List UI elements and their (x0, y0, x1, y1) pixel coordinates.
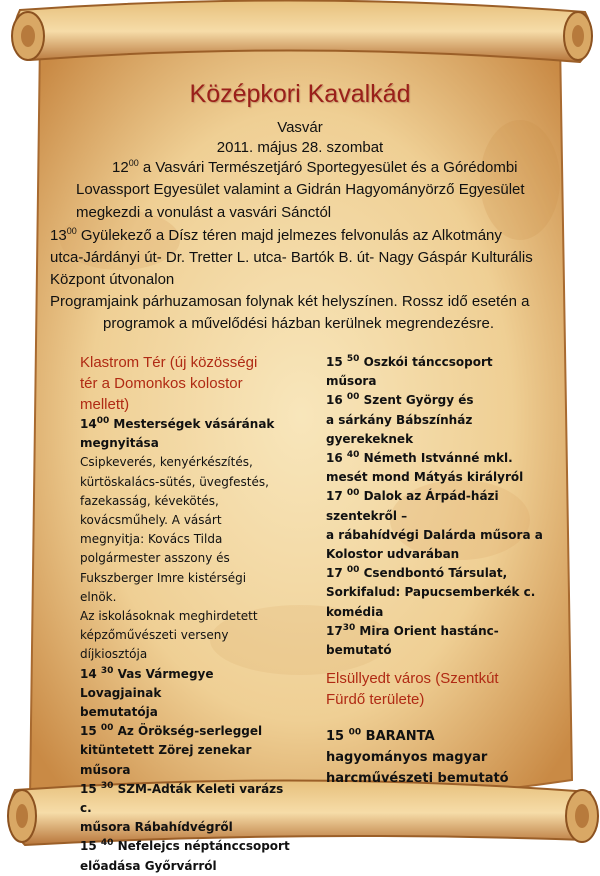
event-1430: 14 $^{30}$ Vas Vármegye Lovagjainak bemutatója (80, 665, 214, 720)
event-1640: 16 $^{40}$ Németh Istvánné mkl. mesét mond Mátyás királyról (326, 450, 524, 485)
left-venue-heading: Klastrom Tér (új közösségi tér a Domonkos kolostor mellett) (80, 354, 258, 413)
intro-p2-line3: Központ útvonalon (50, 271, 175, 288)
event-1400-description: Csipkeverés, kenyérkészítés, kürtöskalács-sütés, üvegfestés, fazekasság, kévekötés, kovácsműhely. A vásárt megnyitja: Kovács Tilda polgármester asszony és Fukszberger Imre kistérségi elnök. Az iskolásoknak meghirdetett képzőművészeti verseny díjkiosztója (80, 455, 269, 662)
intro-p2-line1: $13^{00}$ Gyülekező a Dísz téren majd jelmezes felvonulás az Alkotmány (50, 226, 502, 244)
intro-p3-line1: Programjaink párhuzamosan folynak két helyszínen. Rossz idő esetén a (50, 293, 530, 310)
event-1600: 16 $^{00}$ Szent György és a sárkány Bábszínház gyerekeknek (326, 392, 474, 446)
left-column-program: Klastrom Tér (új közösségi tér a Domonkos kolostor mellett) $14^{00}$ Mesterségek vásárának megnyitása Csipkeverés, kenyérkészítés, kürtöskalács-sütés, üvegfestés, fazekasság, kévekötés, kovácsműhely. A vásárt megnyitja: Kovács Tilda polgármester asszony és Fukszberger Imre kistérségi elnök. Az iskolásoknak meghirdetett képzőművészeti verseny díjkiosztója 14 $^{30}$ Vas Vármegye Lovagjainak bemutatója 15 $^{00}$ Az Örökség-serleggel kitüntetett Zörej zenekar műsora 15 $^{30}$ SZM-Adták Keleti varázs c. műsora Rábahídvégről 15 $^{40}$ Nefelejcs néptánccsoport előadása Győrvárról (80, 352, 295, 876)
event-1530: 15 $^{30}$ SZM-Adták Keleti varázs c. műsora Rábahídvégről (80, 780, 284, 835)
event-1700-csendbonto: 17 $^{00}$ Csendbontó Társulat, Sorkifalud: Papucsemberkék c. komédia (326, 565, 536, 619)
intro-p1-line3: megkezdi a vonulást a vasvári Sánctól (76, 204, 332, 221)
event-1400: $14^{00}$ Mesterségek vásárának (80, 416, 275, 431)
event-1540: 15 $^{40}$ Nefelejcs néptánccsoport előadása Győrvárról (80, 838, 290, 873)
event-1730: $17^{30}$ Mira Orient hastánc- bemutató (326, 622, 499, 658)
right-venue-heading: Elsüllyedt város (Szentkút Fürdő területe) (326, 670, 499, 709)
event-1550: 15 $^{50}$ Oszkói tánccsoport műsora (326, 354, 493, 389)
right-column-program (326, 353, 556, 789)
location-line: Vasvár (277, 119, 323, 136)
intro-p3-line2: programok a művelődési házban kerülnek megrendezésre. (103, 315, 495, 332)
page-title: Középkori Kavalkád (189, 80, 411, 108)
intro-p2-line2: utca-Járdányi út- Dr. Tretter L. utca- Bartók B. út- Nagy Gáspár Kulturális (50, 249, 533, 266)
event-1700-dalok: 17 $^{00}$ Dalok az Árpád-házi szentekről – a rábahídvégi Dalárda műsora a Kolostor udvarában (326, 488, 543, 562)
intro-p1-line2: Lovassport Egyesület valamint a Gidrán Hagyományörző Egyesület (76, 181, 525, 198)
intro-p1-line1: $12^{00}$ a Vasvári Természetjáró Sportegyesület és a Górédombi (112, 158, 518, 176)
event-1500: 15 $^{00}$ Az Örökség-serleggel kitüntetett Zörej zenekar műsora (80, 723, 263, 777)
event-1500-baranta: 15 $^{00}$ BARANTA hagyományos magyar harcművészeti bemutató (326, 727, 509, 787)
date-line: 2011. május 28. szombat (216, 139, 384, 156)
